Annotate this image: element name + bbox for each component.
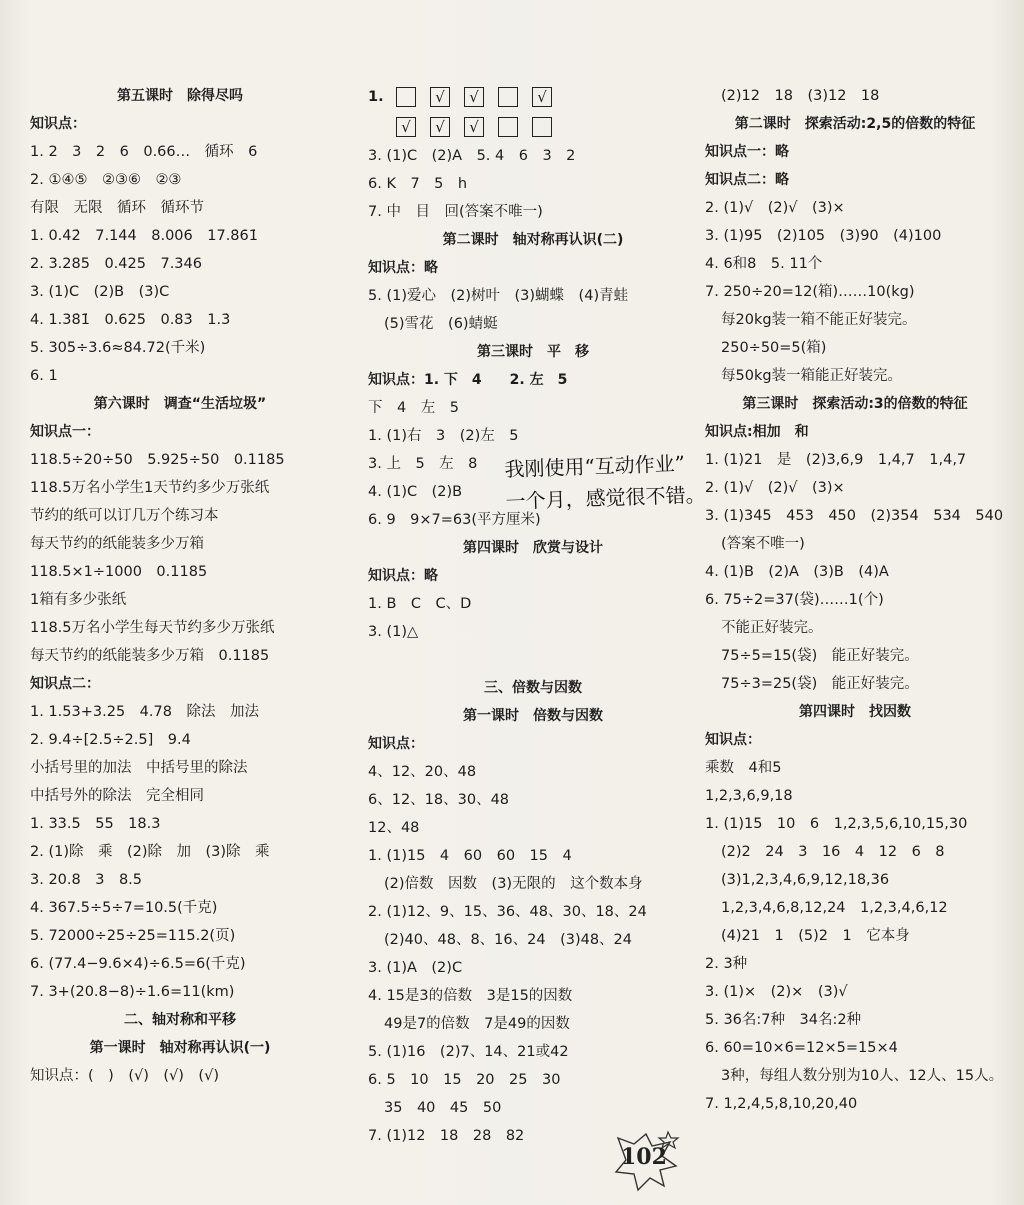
section-heading: 第三课时 探索活动:3的倍数的特征	[742, 396, 968, 412]
answer-line: 每天节约的纸能装多少万箱	[30, 536, 204, 552]
answer-box: √	[532, 87, 552, 107]
answer-line: 118.5×1÷1000 0.1185	[30, 564, 208, 580]
answer-line: 75÷5=15(袋) 能正好装完。	[721, 648, 919, 664]
answer-line: 知识点：( ) (√) (√) (√)	[30, 1068, 219, 1084]
answer-line: 5. (1)爱心 (2)树叶 (3)蝴蝶 (4)青蛙	[368, 288, 629, 304]
answer-line: 3. (1)95 (2)105 (3)90 (4)100	[705, 228, 942, 244]
answer-line: 6. 1	[30, 368, 58, 384]
answer-line: 7. 3+(20.8−8)÷1.6=11(km)	[30, 984, 235, 1000]
knowledge-point: 知识点一：	[30, 424, 100, 440]
answer-line: 每50kg装一箱能正好装完。	[721, 368, 903, 384]
answer-line: (2)2 24 3 16 4 12 6 8	[721, 844, 945, 860]
answer-line: 2. (1)12、9、15、36、48、30、18、24	[368, 904, 647, 920]
answer-line: 乘数 4和5	[705, 760, 782, 776]
answer-box	[532, 117, 552, 137]
answer-box	[498, 117, 518, 137]
answer-box: √	[430, 87, 450, 107]
answer-line: 118.5万名小学生1天节约多少万张纸	[30, 480, 270, 496]
knowledge-point: 知识点：	[30, 116, 86, 132]
answer-line: 1箱有多少张纸	[30, 592, 127, 608]
answer-line: 5. 305÷3.6≈84.72(千米)	[30, 340, 206, 356]
section-heading: 三、倍数与因数	[484, 680, 582, 696]
answer-line: 3. (1)× (2)× (3)√	[705, 984, 848, 1000]
knowledge-point: 知识点二：	[30, 676, 100, 692]
answer-line: (2)倍数 因数 (3)无限的 这个数本身	[384, 876, 643, 892]
page-number-badge	[612, 1130, 682, 1192]
answer-line: 2. 3.285 0.425 7.346	[30, 256, 202, 272]
knowledge-point: 知识点：1. 下 4 2. 左 5	[368, 372, 568, 388]
knowledge-point: 知识点：略	[368, 260, 438, 276]
answer-line: (4)21 1 (5)2 1 它本身	[721, 928, 910, 944]
answer-line: 每20kg装一箱不能正好装完。	[721, 312, 917, 328]
answer-line: 4. 6和8 5. 11个	[705, 256, 823, 272]
knowledge-point: 知识点：	[368, 736, 424, 752]
answer-line: 7. 1,2,4,5,8,10,20,40	[705, 1096, 858, 1112]
answer-line: 1. (1)15 10 6 1,2,3,5,6,10,15,30	[705, 816, 968, 832]
answer-line: 每天节约的纸能装多少万箱 0.1185	[30, 648, 270, 664]
answer-line: 6. 60=10×6=12×5=15×4	[705, 1040, 898, 1056]
section-heading: 第四课时 欣赏与设计	[463, 540, 603, 556]
checkbox-row-1	[368, 82, 698, 112]
answer-line: (答案不唯一)	[721, 536, 805, 552]
answer-box: √	[464, 87, 484, 107]
answer-line: 3. 上 5 左 8	[368, 456, 478, 472]
answer-line: 有限 无限 循环 循环节	[30, 200, 204, 216]
answer-box	[498, 87, 518, 107]
answer-line: 1. 0.4̇2̇ 7.14̇4̇ 8.00̇6̇ 17.8̇6̇1̇	[30, 228, 258, 244]
knowledge-point: 知识点：略	[368, 568, 438, 584]
answer-line: 4. (1)B (2)A (3)B (4)A	[705, 564, 889, 580]
answer-line: 7. 中 目 回(答案不唯一)	[368, 204, 543, 220]
knowledge-point: 知识点一：略	[705, 144, 789, 160]
answer-line: 节约的纸可以订几万个练习本	[30, 508, 219, 524]
answer-line: 49是7的倍数 7是49的因数	[384, 1016, 570, 1032]
answer-line: 6、12、18、30、48	[368, 792, 510, 808]
answer-box: √	[396, 117, 416, 137]
answer-line: 2. 3种	[705, 956, 748, 972]
answer-line: 1. (1)右 3 (2)左 5	[368, 428, 519, 444]
answer-line: 3. 20.8 3 8.5	[30, 872, 143, 888]
answer-line: 1,2,3,4,6,8,12,24 1,2,3,4,6,12	[721, 900, 948, 916]
answer-line: 中括号外的除法 完全相同	[30, 788, 204, 804]
answer-line: 75÷3=25(袋) 能正好装完。	[721, 676, 919, 692]
answer-line: 250÷50=5(箱)	[721, 340, 827, 356]
answer-line: 不能正好装完。	[721, 620, 823, 636]
answer-line: 2. (1)除 乘 (2)除 加 (3)除 乘	[30, 844, 270, 860]
answer-line: 4. 1.38̇1̇ 0.625 0.83̇ 1.3̇	[30, 312, 231, 328]
knowledge-point: 知识点：	[705, 732, 761, 748]
answer-line: 118.5万名小学生每天节约多少万张纸	[30, 620, 275, 636]
answer-line: 35 40 45 50	[384, 1100, 502, 1116]
section-heading: 第五课时 除得尽吗	[117, 88, 243, 104]
column-left	[30, 82, 330, 1090]
answer-line: 3. (1)A (2)C	[368, 960, 463, 976]
answer-line: 3. (1)345 453 450 (2)354 534 540	[705, 508, 1004, 524]
answer-line: 6. 75÷2=37(袋)……1(个)	[705, 592, 884, 608]
answer-line: 5. (1)16 (2)7、14、21或42	[368, 1044, 569, 1060]
section-heading: 第四课时 找因数	[799, 704, 911, 720]
answer-line: 1. 33.5 55 18.3	[30, 816, 161, 832]
answer-box	[396, 87, 416, 107]
answer-line: 3. (1)△	[368, 624, 419, 640]
answer-line: (2)40、48、8、16、24 (3)48、24	[384, 932, 633, 948]
knowledge-point: 知识点:相加 和	[705, 424, 809, 440]
answer-line: 1. (1)21 是 (2)3,6,9 1,4,7 1,4,7	[705, 452, 967, 468]
answer-line: 4、12、20、48	[368, 764, 477, 780]
section-heading: 第一课时 轴对称再认识(一)	[89, 1040, 271, 1056]
answer-line: (5)雪花 (6)蜻蜓	[384, 316, 498, 332]
answer-line: 1. 2 3 2 6 0.66… 循环 6	[30, 144, 258, 160]
answer-line: 6. 5 10 15 20 25 30	[368, 1072, 561, 1088]
column-right	[705, 82, 1005, 1118]
answer-line: 6. K 7 5 h	[368, 176, 468, 192]
answer-line: 12、48	[368, 820, 420, 836]
item-number: 1.	[368, 89, 384, 105]
section-heading: 第六课时 调查“生活垃圾”	[93, 396, 267, 412]
answer-line: 2. ①④⑤ ②③⑥ ②③	[30, 172, 182, 188]
section-heading: 第一课时 倍数与因数	[463, 708, 603, 724]
answer-line: 3种，每组人数分别为10人、12人、15人。	[721, 1068, 1004, 1084]
handwritten-note	[504, 447, 706, 518]
answer-line: 2. 9.4÷[2.5÷2.5] 9.4	[30, 732, 191, 748]
answer-box: √	[430, 117, 450, 137]
column-middle	[368, 82, 698, 1150]
answer-line: (3)1,2,3,4,6,9,12,18,36	[721, 872, 890, 888]
answer-line: 小括号里的加法 中括号里的除法	[30, 760, 248, 776]
page-number: 102	[621, 1144, 667, 1170]
answer-line: 1. (1)15 4 60 60 15 4	[368, 848, 572, 864]
answer-line: 5. 72000÷25÷25=115.2(页)	[30, 928, 236, 944]
answer-line: 3. (1)C (2)A 5. 4 6 3 2	[368, 148, 576, 164]
answer-box: √	[464, 117, 484, 137]
answer-line: 6. 9 9×7=63(平方厘米)	[368, 512, 541, 528]
answer-line: 下 4 左 5	[368, 400, 459, 416]
answer-line: 2. (1)√ (2)√ (3)×	[705, 200, 845, 216]
answer-line: 1,2,3,6,9,18	[705, 788, 793, 804]
answer-line: 6. (77.4−9.6×4)÷6.5=6(千克)	[30, 956, 246, 972]
checkbox-row-2	[368, 112, 698, 142]
section-heading: 第三课时 平 移	[477, 344, 589, 360]
answer-line: 1. B C C、D	[368, 596, 472, 612]
answer-line: 3. (1)C (2)B (3)C	[30, 284, 170, 300]
answer-line	[368, 646, 698, 674]
answer-line: 2. (1)√ (2)√ (3)×	[705, 480, 845, 496]
answer-line: 7. 250÷20=12(箱)……10(kg)	[705, 284, 915, 300]
section-heading: 二、轴对称和平移	[124, 1012, 236, 1028]
knowledge-point: 知识点二：略	[705, 172, 789, 188]
answer-line: 4. 15是3的倍数 3是15的因数	[368, 988, 573, 1004]
handwritten-line-1: 我刚使用“互动作业”	[504, 451, 686, 482]
answer-line: (2)12 18 (3)12 18	[721, 88, 880, 104]
answer-line: 1. 1.53+3.25 4.78 除法 加法	[30, 704, 259, 720]
answer-line: 4. (1)C (2)B	[368, 484, 463, 500]
section-heading: 第二课时 轴对称再认识(二)	[442, 232, 624, 248]
answer-line: 4. 367.5÷5÷7=10.5(千克)	[30, 900, 218, 916]
answer-line: 5. 36名:7种 34名:2种	[705, 1012, 862, 1028]
answer-line: 118.5÷20÷50 5.925÷50 0.1185	[30, 452, 285, 468]
answer-line: 7. (1)12 18 28 82	[368, 1128, 525, 1144]
section-heading: 第二课时 探索活动:2,5的倍数的特征	[734, 116, 976, 132]
handwritten-line-2: 一个月，感觉很不错。	[505, 482, 706, 514]
